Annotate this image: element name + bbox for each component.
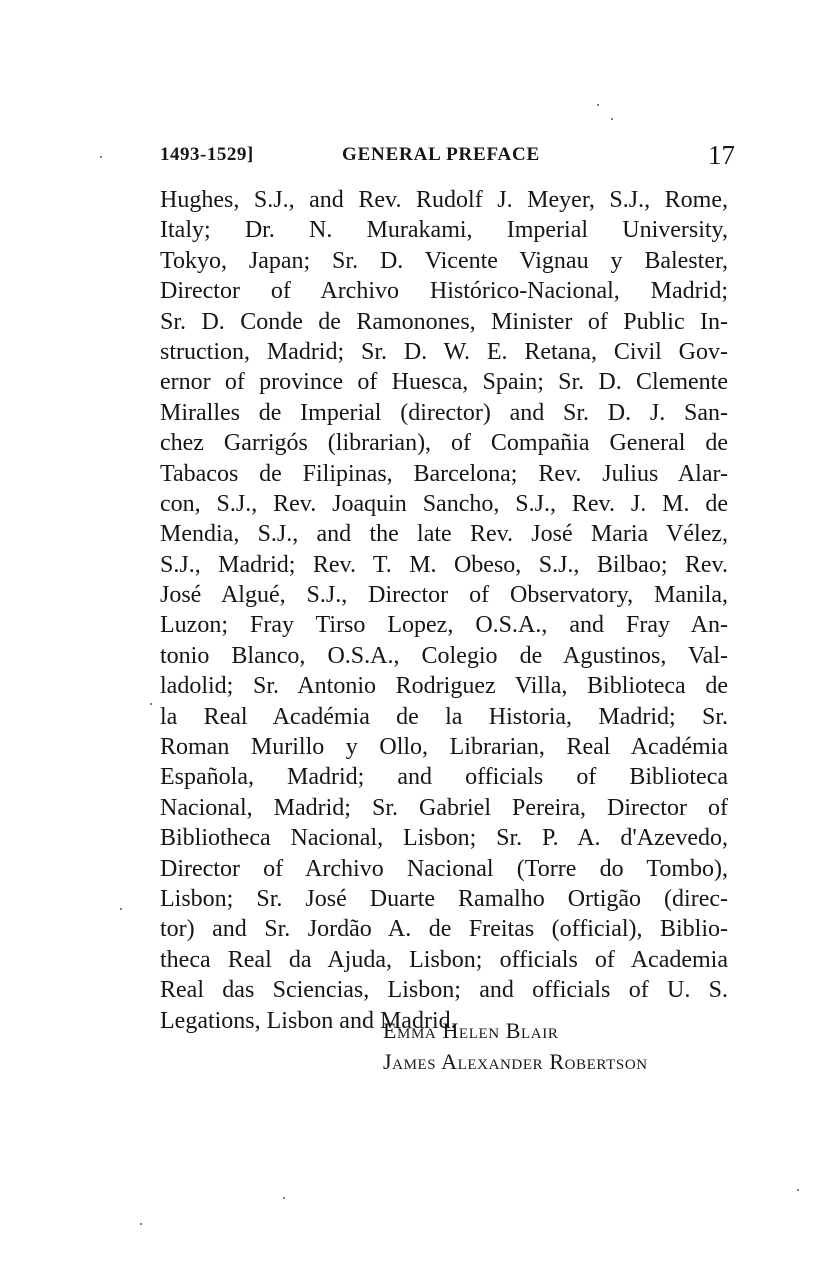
signature-james-alexander-robertson: James Alexander Robertson <box>383 1049 648 1074</box>
scan-speck <box>120 908 122 910</box>
text-line: la Real Académia de la Historia, Madrid; Sr. <box>160 703 728 730</box>
signature-emma-helen-blair: Emma Helen Blair <box>383 1018 559 1043</box>
signature-block <box>383 1015 743 1077</box>
text-line: chez Garrigós (librarian), of Compañia General de <box>160 430 728 457</box>
acknowledgements-paragraph <box>160 185 728 1036</box>
running-head-title: GENERAL PREFACE <box>342 144 540 165</box>
text-line: Tokyo, Japan; Sr. D. Vicente Vignau y Balester, <box>160 247 728 274</box>
text-line: Roman Murillo y Ollo, Librarian, Real Académia <box>160 734 728 761</box>
text-line: Tabacos de Filipinas, Barcelona; Rev. Julius Alar- <box>160 460 728 487</box>
text-line: Mendia, S.J., and the late Rev. José Maria Vélez, <box>160 521 728 548</box>
scan-speck <box>797 1189 799 1191</box>
text-line: con, S.J., Rev. Joaquin Sancho, S.J., Rev. J. M. de <box>160 490 728 517</box>
text-line: Luzon; Fray Tirso Lopez, O.S.A., and Fray An- <box>160 612 728 639</box>
page-number: 17 <box>708 140 735 170</box>
text-line: Hughes, S.J., and Rev. Rudolf J. Meyer, S.J., Rome, <box>160 187 728 213</box>
scan-speck <box>100 156 102 158</box>
scan-speck <box>597 104 599 106</box>
text-line: struction, Madrid; Sr. D. W. E. Retana, Civil Gov- <box>160 338 728 365</box>
scan-speck <box>611 118 613 120</box>
text-line: Real das Sciencias, Lisbon; and officials of U. S. <box>160 977 728 1004</box>
text-line: José Algué, S.J., Director of Observatory, Manila, <box>160 582 728 609</box>
text-line: tonio Blanco, O.S.A., Colegio de Agustinos, Val- <box>160 642 728 669</box>
text-line: ladolid; Sr. Antonio Rodriguez Villa, Biblioteca de <box>160 673 728 700</box>
scan-speck <box>150 703 152 705</box>
text-line: Nacional, Madrid; Sr. Gabriel Pereira, Director of <box>160 794 728 821</box>
running-head <box>160 140 735 174</box>
text-line: S.J., Madrid; Rev. T. M. Obeso, S.J., Bilbao; Rev. <box>160 551 728 578</box>
scan-speck <box>283 1197 285 1199</box>
running-head-date-range: 1493-1529] <box>160 144 254 165</box>
text-line-final: Legations, Lisbon and Madrid. <box>160 1007 457 1034</box>
text-line: Española, Madrid; and officials of Biblioteca <box>160 764 728 791</box>
text-line: tor) and Sr. Jordão A. de Freitas (official), Biblio- <box>160 916 728 943</box>
scan-speck <box>140 1223 142 1225</box>
text-line: Director of Archivo Nacional (Torre do Tombo), <box>160 855 728 882</box>
text-line: Sr. D. Conde de Ramonones, Minister of Public In- <box>160 308 728 335</box>
text-line: ernor of province of Huesca, Spain; Sr. D. Clemente <box>160 369 728 396</box>
text-line: Miralles de Imperial (director) and Sr. D. J. San- <box>160 399 728 426</box>
text-line: Italy; Dr. N. Murakami, Imperial University, <box>160 217 728 244</box>
text-line: Director of Archivo Histórico-Nacional, Madrid; <box>160 278 728 305</box>
text-line: Bibliotheca Nacional, Lisbon; Sr. P. A. d'Azevedo, <box>160 825 728 852</box>
text-line: theca Real da Ajuda, Lisbon; officials of Academia <box>160 946 728 973</box>
text-line: Lisbon; Sr. José Duarte Ramalho Ortigão (direc- <box>160 885 728 912</box>
